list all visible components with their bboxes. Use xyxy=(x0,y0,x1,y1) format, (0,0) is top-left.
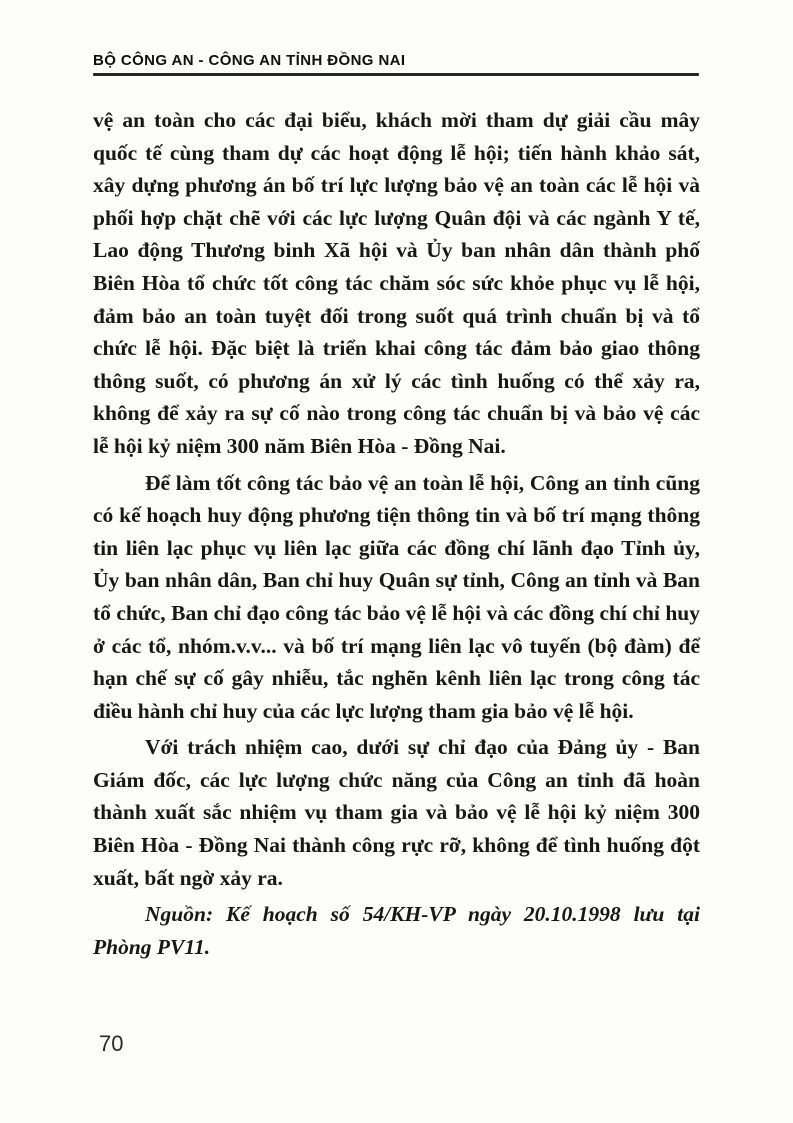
running-header-title: BỘ CÔNG AN - CÔNG AN TỈNH ĐỒNG NAI xyxy=(93,52,406,69)
paragraph: vệ an toàn cho các đại biểu, khách mời tham dự giải cầu mây quốc tế cùng tham dự các hoạt động lễ hội; tiến hành khảo sát, xây dựng phương án bố trí lực lượng bảo vệ an toàn các lễ hội và phối hợp chặt chẽ với các lực lượng Quân đội và các ngành Y tế, Lao động Thương binh Xã hội và Ủy ban nhân dân thành phố Biên Hòa tổ chức tốt công tác chăm sóc sức khỏe phục vụ lễ hội, đảm bảo an toàn tuyệt đối trong suốt quá trình chuẩn bị và tổ chức lễ hội. Đặc biệt là triển khai công tác đảm bảo giao thông thông suốt, có phương án xử lý các tình huống có thể xảy ra, không để xảy ra sự cố nào trong công tác chuẩn bị và bảo vệ các lễ hội kỷ niệm 300 năm Biên Hòa - Đồng Nai. xyxy=(93,108,700,458)
body-text-block xyxy=(93,104,700,963)
header-rule xyxy=(93,73,699,76)
paragraph: Để làm tốt công tác bảo vệ an toàn lễ hội, Công an tỉnh cũng có kế hoạch huy động phương tiện thông tin và bố trí mạng thông tin liên lạc phục vụ liên lạc giữa các đồng chí lãnh đạo Tỉnh ủy, Ủy ban nhân dân, Ban chỉ huy Quân sự tỉnh, Công an tỉnh và Ban tổ chức, Ban chỉ đạo công tác bảo vệ lễ hội và các đồng chí chỉ huy ở các tổ, nhóm.v.v... và bố trí mạng liên lạc vô tuyến (bộ đàm) để hạn chế sự cố gây nhiễu, tắc nghẽn kênh liên lạc trong công tác điều hành chỉ huy của các lực lượng tham gia bảo vệ lễ hội. xyxy=(93,470,700,723)
source-note: Nguồn: Kế hoạch số 54/KH-VP ngày 20.10.1998 lưu tại Phòng PV11. xyxy=(93,902,700,959)
page-header xyxy=(93,52,699,76)
page-number: 70 xyxy=(99,1031,124,1056)
paragraph: Với trách nhiệm cao, dưới sự chỉ đạo của Đảng ủy - Ban Giám đốc, các lực lượng chức năng của Công an tỉnh đã hoàn thành xuất sắc nhiệm vụ tham gia và bảo vệ lễ hội kỷ niệm 300 Biên Hòa - Đồng Nai thành công rực rỡ, không để tình huống đột xuất, bất ngờ xảy ra. xyxy=(93,735,700,890)
